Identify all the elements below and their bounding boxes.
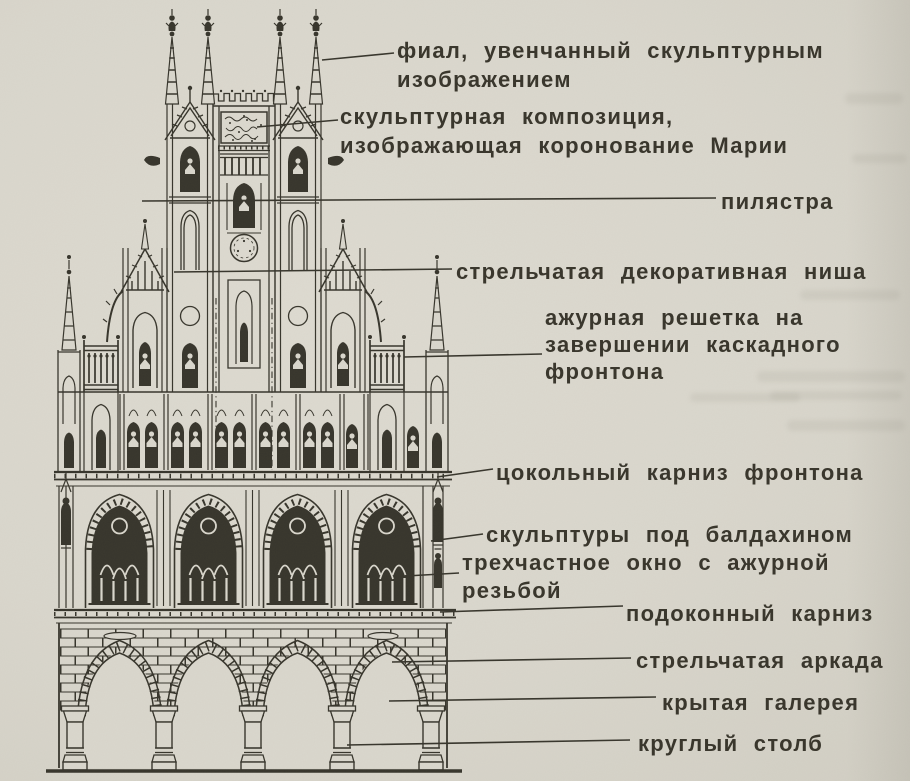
label-openwork-grille: ажурная решетка на завершении каскадного фронтона — [545, 305, 841, 384]
page-bleed-smudge — [800, 290, 900, 300]
page-bleed-smudge — [690, 393, 800, 402]
label-lancet-niche: стрельчатая декоративная ниша — [456, 259, 867, 284]
label-round-pillar: круглый столб — [638, 731, 824, 756]
label-pilaster: пилястра — [721, 189, 834, 214]
page-bleed-smudge — [852, 154, 907, 163]
label-sill-cornice: подоконный карниз — [626, 601, 874, 626]
label-covered-gallery: крытая галерея — [662, 690, 860, 715]
label-lancet-arcade: стрельчатая аркада — [636, 648, 884, 673]
page-bleed-smudge — [845, 93, 903, 104]
page-bleed-smudge — [757, 371, 905, 382]
label-finial: фиал, увенчанный скульптурным изображением — [397, 38, 824, 92]
label-sculptures-under-canopy: скульптуры под балдахином — [486, 522, 854, 547]
page-bleed-smudge — [787, 420, 905, 431]
label-three-part-window: трехчастное окно с ажурной резьбой — [462, 550, 830, 603]
label-gable-base-cornice: цокольный карниз фронтона — [496, 460, 864, 485]
label-sculpture-composition: скульптурная композиция, изображающая коронование Марии — [340, 104, 789, 158]
